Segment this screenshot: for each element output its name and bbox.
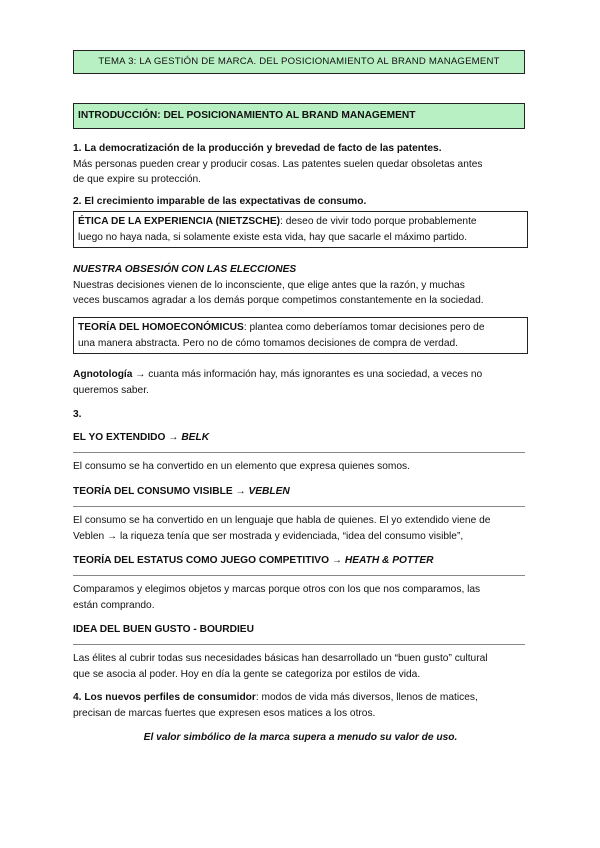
estatus-title-text: TEORÍA DEL ESTATUS COMO JUEGO COMPETITIVO →: [73, 555, 345, 566]
estatus-line-1: Comparamos y elegimos objetos y marcas porque otros con los que nos comparamos, las: [73, 584, 481, 595]
section-divider: [73, 452, 525, 453]
agnotologia-line-2: queremos saber.: [73, 384, 149, 396]
consumo-visible-title: [73, 486, 290, 497]
point-4-block: [73, 690, 528, 721]
point-4-line-1: [73, 690, 528, 706]
obsesion-block: [73, 262, 528, 309]
buen-gusto-line-1: Las élites al cubrir todas sus necesidades básicas han desarrollado un “buen gusto” cultural: [73, 653, 488, 664]
section-divider: [73, 506, 525, 507]
consumo-visible-line-2: Veblen → la riqueza tenía que ser mostrada y evidenciada, “idea del consumo visible”,: [73, 530, 464, 542]
point-1-block: [73, 141, 528, 188]
estatus-block: [73, 582, 528, 613]
etica-line-2: luego no haya nada, si solamente existe esta vida, hay que sacarle el máximo partido.: [78, 231, 468, 243]
etica-label: ÉTICA DE LA EXPERIENCIA (NIETZSCHE): [78, 216, 281, 227]
buen-gusto-line-2: que se asocia al poder. Hoy en día la gente se categoriza por estilos de vida.: [73, 668, 421, 680]
intro-section-title: INTRODUCCIÓN: DEL POSICIONAMIENTO AL BRAND MANAGEMENT: [78, 110, 416, 121]
yo-extendido-text: El consumo se ha convertido en un elemento que expresa quienes somos.: [73, 461, 410, 472]
homo-label: TEORÍA DEL HOMOECONÓMICUS: [78, 322, 244, 333]
agnotologia-line-1: [73, 367, 528, 383]
yo-extendido-author: BELK: [181, 432, 210, 443]
agnotologia-label: Agnotología: [73, 369, 133, 380]
point-3-heading: 3.: [73, 409, 82, 420]
point-4-text-1: : modos de vida más diversos, llenos de matices,: [255, 692, 478, 703]
intro-section-box: [73, 103, 525, 129]
estatus-author: HEATH & POTTER: [344, 555, 434, 566]
buen-gusto-title: IDEA DEL BUEN GUSTO - BOURDIEU: [73, 624, 254, 635]
etica-box: [73, 211, 528, 248]
yo-extendido-title: [73, 432, 209, 443]
obsesion-line-1: Nuestras decisiones vienen de lo inconsciente, que elige antes que la razón, y muchas: [73, 279, 465, 291]
yo-extendido-title-text: EL YO EXTENDIDO →: [73, 432, 182, 443]
consumo-visible-line-1: El consumo se ha convertido en un lenguaje que habla de quienes. El yo extendido viene de: [73, 515, 491, 526]
agnotologia-block: [73, 367, 528, 398]
closing-statement: El valor simbólico de la marca supera a menudo su valor de uso.: [143, 732, 458, 743]
section-divider: [73, 575, 525, 576]
agnotologia-text-1: → cuanta más información hay, más ignorantes es una sociedad, a veces no: [132, 369, 483, 380]
document-title-box: [73, 50, 525, 74]
homo-text-1: : plantea como deberíamos tomar decisiones pero de: [243, 322, 485, 333]
obsesion-heading: NUESTRA OBSESIÓN CON LAS ELECCIONES: [73, 264, 297, 275]
section-divider: [73, 644, 525, 645]
homo-box: [73, 317, 528, 354]
point-4-line-2: precisan de marcas fuertes que expresen esos matices a los otros.: [73, 707, 376, 719]
point-1-line-1: Más personas pueden crear y producir cosas. Las patentes suelen quedar obsoletas antes: [73, 158, 483, 170]
homo-line-2: una manera abstracta. Pero no de cómo tomamos decisiones de compra de verdad.: [78, 337, 458, 349]
consumo-visible-title-text: TEORÍA DEL CONSUMO VISIBLE →: [73, 486, 249, 497]
consumo-visible-block: [73, 513, 528, 544]
point-2-heading: 2. El crecimiento imparable de las expectativas de consumo.: [73, 196, 367, 207]
obsesion-line-2: veces buscamos agradar a los demás porque competimos constantemente en la sociedad.: [73, 295, 484, 306]
buen-gusto-block: [73, 651, 528, 682]
point-4-label: 4. Los nuevos perfiles de consumidor: [73, 692, 256, 703]
etica-line-1: [78, 214, 523, 230]
point-1-heading: 1. La democratización de la producción y brevedad de facto de las patentes.: [73, 143, 442, 154]
point-1-line-2: de que expire su protección.: [73, 174, 201, 185]
consumo-visible-author: VEBLEN: [248, 486, 290, 497]
estatus-title: [73, 555, 434, 566]
homo-line-1: [78, 320, 523, 336]
estatus-line-2: están comprando.: [73, 599, 155, 611]
document-title: TEMA 3: LA GESTIÓN DE MARCA. DEL POSICIONAMIENTO AL BRAND MANAGEMENT: [98, 56, 500, 67]
etica-text-1: : deseo de vivir todo porque probablemente: [280, 216, 477, 227]
